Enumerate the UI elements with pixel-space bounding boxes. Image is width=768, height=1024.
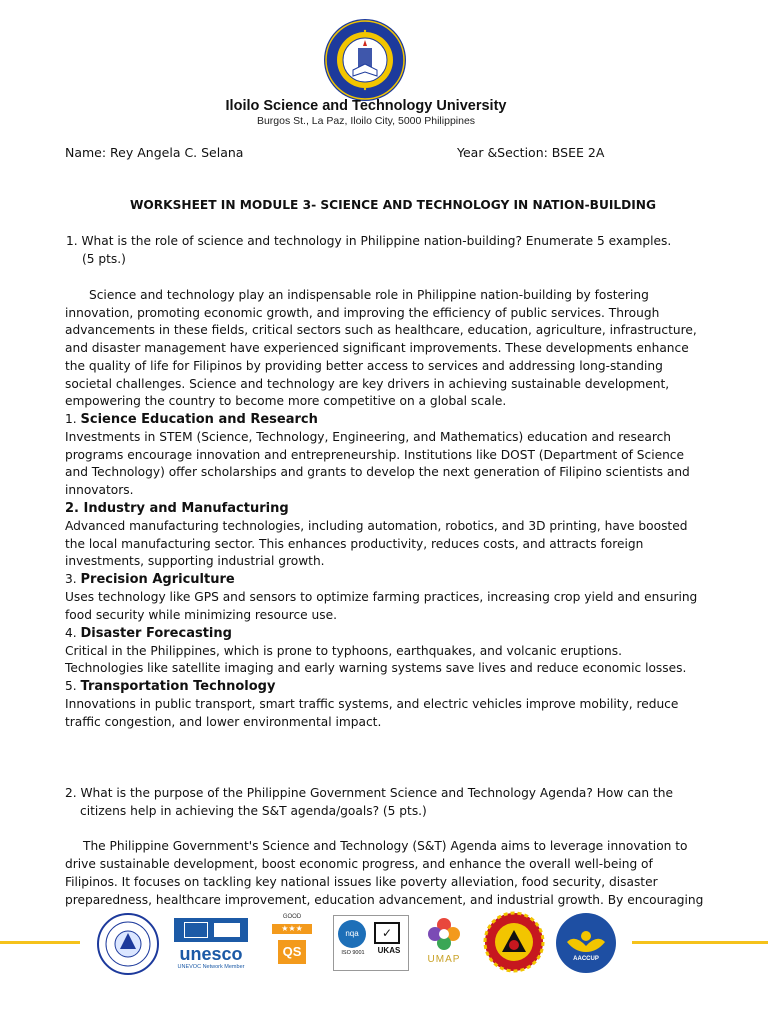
item-heading-transportation [65, 678, 275, 696]
unesco-label: unesco [179, 944, 243, 964]
unesco-emblem-icon [174, 918, 248, 942]
item-body-line: Uses technology like GPS and sensors to optimize farming practices, increasing crop yield and ensuring [65, 590, 698, 604]
engineering-gear-badge [482, 910, 546, 974]
item-body-line: innovators. [65, 483, 134, 497]
item-title: Precision Agriculture [80, 572, 235, 587]
nqa-icon: nqa [338, 920, 366, 948]
q2-answer-line: The Philippine Government's Science and Technology (S&T) Agenda aims to leverage innovation to [83, 839, 688, 853]
footer-accent-bar-left [0, 941, 80, 944]
item-title: Disaster Forecasting [80, 626, 232, 641]
q2-answer-line: drive sustainable development, boost economic progress, and enhance the overall well-being of [65, 857, 653, 871]
student-name: Name: Rey Angela C. Selana [65, 145, 244, 160]
q1-intro-line: and disaster management have experienced significant improvements. These developments enhance [65, 341, 689, 355]
item-body-line: the local manufacturing sector. This enhances productivity, reduces costs, and attracts foreign [65, 537, 644, 551]
university-name: Iloilo Science and Technology University [225, 98, 507, 114]
worksheet-title: WORKSHEET IN MODULE 3- SCIENCE AND TECHNOLOGY IN NATION-BUILDING [129, 198, 656, 212]
item-number: 4. [65, 626, 81, 640]
ukas-label: UKAS [377, 946, 401, 955]
q1-intro-line: societal challenges. Science and technology are key drivers in achieving sustainable development, [65, 377, 670, 391]
q1-intro-line: the quality of life for Filipinos by providing better access to services and addressing long-standing [65, 359, 663, 373]
q2-answer-line: preparedness, healthcare improvement, education advancement, and industrial growth. By encouraging [65, 893, 704, 907]
iso-code: ISO 9001 [341, 950, 365, 956]
year-section: Year &Section: BSEE 2A [457, 145, 605, 160]
item-body-line: Advanced manufacturing technologies, including automation, robotics, and 3D printing, have boosted [65, 519, 688, 533]
unesco-sublabel: UNEVOC Network Member [177, 964, 245, 970]
umap-label: UMAP [427, 954, 461, 965]
q2-line-2: citizens help in achieving the S&T agenda/goals? (5 pts.) [80, 804, 427, 818]
item-body-line: food security while minimizing resource use. [65, 608, 337, 622]
q1-intro-line: advancements in these fields, critical sectors such as healthcare, education, agriculture, infrastructure, [65, 323, 697, 337]
q2-line-1: 2. What is the purpose of the Philippine Government Science and Technology Agenda? How can the [65, 786, 673, 800]
aaccup-badge [555, 912, 617, 974]
qs-top-label: GOOD [282, 914, 302, 920]
umap-badge [420, 916, 468, 972]
q1-line-2: (5 pts.) [82, 252, 126, 266]
item-body-line: programs encourage innovation and entrepreneurship. Institutions like DOST (Department of Science [65, 448, 685, 462]
item-heading-science-education [65, 411, 318, 429]
q1-intro-line: Science and technology play an indispensable role in Philippine nation-building by fostering [89, 288, 649, 302]
iso-ukas-badge [333, 915, 409, 971]
item-body-line: Technologies like satellite imaging and early warning systems save lives and reduce economic losses. [65, 661, 687, 675]
aaccup-emblem-icon [555, 912, 617, 974]
qs-stars-badge [268, 914, 316, 972]
item-body-line: investments, supporting industrial growth. [65, 554, 325, 568]
item-number: 1. [65, 412, 81, 426]
stars-icon: ★★★ [272, 924, 312, 934]
item-title: 2. Industry and Manufacturing [65, 501, 289, 516]
item-body-line: Critical in the Philippines, which is prone to typhoons, earthquakes, and volcanic eruptions. [65, 644, 622, 658]
item-heading-industry [65, 500, 289, 518]
university-seal-logo [323, 18, 407, 102]
footer-accent-bar-right [632, 941, 768, 944]
item-body-line: and Technology) offer scholarships and grants to develop the next generation of Filipino scientists and [65, 465, 690, 479]
unesco-badge [168, 916, 254, 974]
item-body-line: Investments in STEM (Science, Technology, Engineering, and Mathematics) education and research [65, 430, 671, 444]
item-heading-agriculture [65, 571, 235, 589]
umap-flower-icon [426, 916, 462, 952]
item-number: 3. [65, 572, 81, 586]
q2-answer-line: Filipinos. It focuses on tackling key national issues like poverty alleviation, food security, disaster [65, 875, 658, 889]
aaccup-label: AACCUP [573, 956, 599, 962]
item-body-line: traffic congestion, and lower environmental impact. [65, 715, 382, 729]
q1-intro-line: innovation, promoting economic growth, and improving the efficiency of public services. Through [65, 306, 660, 320]
item-title: Transportation Technology [80, 679, 276, 694]
q1-intro-line: empowering the country to become more competitive on a global scale. [65, 394, 507, 408]
item-title: Science Education and Research [80, 412, 318, 427]
item-heading-disaster [65, 625, 232, 643]
checkmark-icon: ✓ [374, 922, 400, 944]
iloilo-seal-badge [97, 913, 159, 975]
q1-line-1: 1. What is the role of science and technology in Philippine nation-building? Enumerate 5 examples. [66, 234, 672, 248]
item-body-line: Innovations in public transport, smart traffic systems, and electric vehicles improve mobility, reduce [65, 697, 679, 711]
item-number: 5. [65, 679, 81, 693]
university-address: Burgos St., La Paz, Iloilo City, 5000 Philippines [256, 115, 476, 127]
qs-mark: QS [278, 940, 306, 964]
